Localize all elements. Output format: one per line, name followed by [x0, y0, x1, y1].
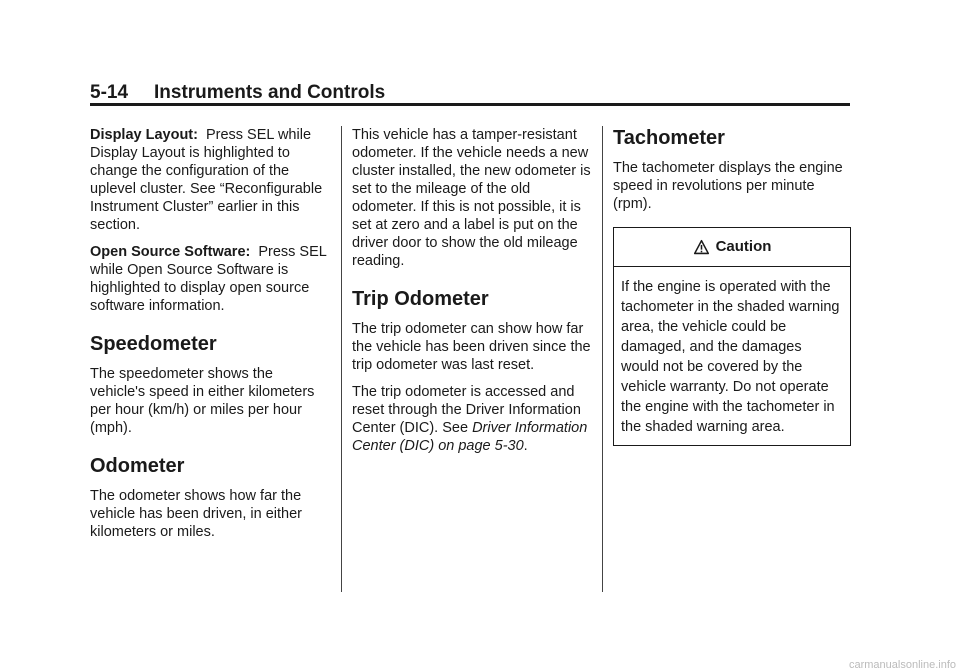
odometer-text: The odometer shows how far the vehicle has been driven, in either kilometers or miles. — [90, 488, 302, 540]
trip-text-2-body: The trip odometer is accessed and reset through the Driver Information Center (DIC). See — [352, 384, 581, 436]
speedometer-text: The speedometer shows the vehicle's speed in either kilometers per hour (km/h) or miles per hour (mph). — [90, 366, 315, 436]
caution-title: Caution — [715, 238, 772, 255]
tachometer-text: The tachometer displays the engine speed in revolutions per minute (rpm). — [613, 160, 843, 212]
display-layout-text: Press SEL while Display Layout is highlighted to change the configuration of the uplevel cluster. See “Reconfigurable Instrument Cluster” earlier in this section. — [90, 127, 323, 233]
page-number: 5-14 — [90, 82, 129, 103]
header-rule — [90, 103, 850, 106]
watermark-logo — [720, 658, 960, 670]
trip-text-2 — [352, 383, 592, 455]
caution-box — [613, 227, 851, 446]
speedometer-heading: Speedometer — [90, 333, 217, 355]
column-3 — [613, 126, 851, 446]
tamper-text: This vehicle has a tamper-resistant odometer. If the vehicle needs a new cluster installed, the new odometer is set to the mileage of the old odometer. If this is not possible, it is set at zero and a label is put on the driver door to show the old mileage reading. — [352, 127, 591, 269]
open-source-lead: Open Source Software: — [90, 244, 251, 260]
trip-text-1: The trip odometer can show how far the vehicle has been driven since the trip odometer was last reset. — [352, 321, 591, 373]
odometer-heading: Odometer — [90, 455, 185, 477]
display-layout-paragraph — [90, 126, 330, 234]
display-layout-lead: Display Layout: — [90, 127, 198, 143]
dic-reference-link[interactable]: Driver Information Center (DIC) on page 5-30 — [352, 420, 588, 454]
caution-text: If the engine is operated with the tachometer in the shaded warning area, the vehicle could be damaged, and the damages would not be covered by the vehicle warranty. Do not operate the engine with the tachometer in the shaded warning area. — [621, 279, 840, 435]
column-2 — [352, 126, 592, 464]
tachometer-heading: Tachometer — [613, 127, 725, 149]
caution-title-bar — [614, 228, 850, 267]
trip-text-2-end: . — [523, 438, 528, 454]
watermark-text: carmanualsonline.info — [848, 659, 956, 670]
column-divider-1 — [341, 126, 342, 592]
open-source-text: Press SEL while Open Source Software is highlighted to display open source software information. — [90, 244, 327, 314]
column-divider-2 — [602, 126, 603, 592]
trip-odometer-heading: Trip Odometer — [352, 288, 489, 310]
section-title: Instruments and Controls — [154, 82, 386, 103]
open-source-paragraph — [90, 243, 330, 315]
column-1 — [90, 126, 330, 550]
caution-icon — [693, 239, 710, 256]
